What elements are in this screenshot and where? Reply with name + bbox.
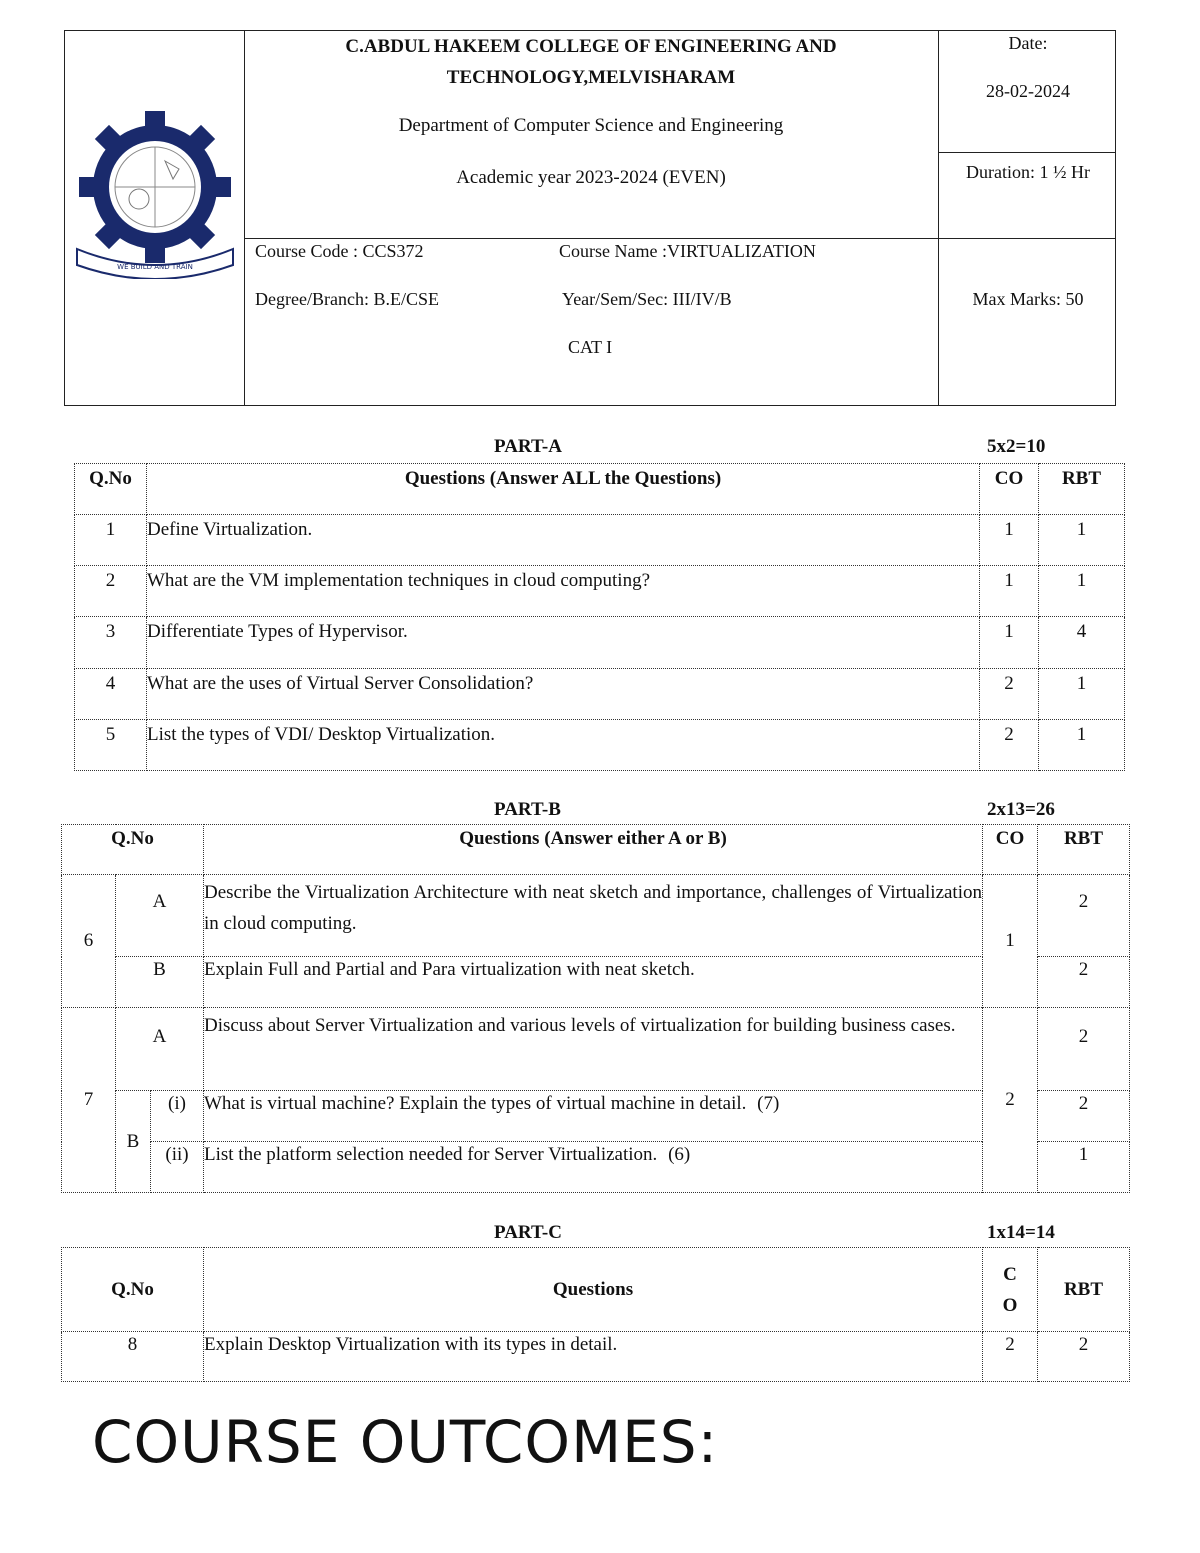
option-label: B [116, 957, 204, 1008]
header-co-line1: C [1003, 1263, 1017, 1285]
rbt-value: 1 [1038, 1142, 1130, 1193]
co-value: 1 [983, 875, 1038, 1008]
table-row [62, 875, 1130, 957]
max-marks: Max Marks: 50 [972, 289, 1084, 309]
course-code: Course Code : CCS372 [255, 241, 424, 261]
header-rbt: RBT [1038, 825, 1130, 875]
table-row [75, 669, 1125, 720]
header-co: CO [980, 464, 1039, 515]
question-text: List the types of VDI/ Desktop Virtualization. [147, 720, 980, 771]
header-qno: Q.No [62, 1248, 204, 1332]
question-text: Explain Desktop Virtualization with its types in detail. [204, 1332, 983, 1382]
header-qno: Q.No [75, 464, 147, 515]
academic-year: Academic year 2023-2024 (EVEN) [456, 167, 726, 188]
rbt-value: 2 [1038, 875, 1130, 957]
course-name: Course Name :VIRTUALIZATION [559, 241, 816, 261]
part-c-table [61, 1247, 1130, 1382]
exam-header [64, 30, 1116, 406]
department: Department of Computer Science and Engineering [398, 115, 784, 136]
rbt-value: 2 [1038, 1008, 1130, 1091]
part-a-title: PART-A [494, 436, 562, 457]
question-text: Define Virtualization. [147, 515, 980, 566]
table-row [62, 1008, 1130, 1091]
part-a-table [74, 463, 1125, 771]
header-qno: Q.No [62, 825, 204, 875]
question-text: Differentiate Types of Hypervisor. [147, 617, 980, 669]
option-label: A [116, 875, 204, 957]
question-number: 7 [62, 1008, 116, 1193]
question-text: What are the uses of Virtual Server Consolidation? [147, 669, 980, 720]
sub-option-label: (ii) [151, 1142, 204, 1193]
degree-branch: Degree/Branch: B.E/CSE [255, 289, 439, 309]
table-header-row [62, 1248, 1130, 1332]
table-row [75, 617, 1125, 669]
question-text: Discuss about Server Virtualization and various levels of virtualization for building business cases. [204, 1008, 983, 1091]
table-row [62, 1091, 1130, 1142]
table-row [75, 515, 1125, 566]
question-number: 8 [62, 1332, 204, 1382]
co-value: 2 [983, 1332, 1038, 1382]
header-co: CO [983, 825, 1038, 875]
college-name: C.ABDUL HAKEEM COLLEGE OF ENGINEERING AND TECHNOLOGY,MELVISHARAM [345, 36, 837, 88]
part-c-marks: 1x14=14 [987, 1222, 1055, 1243]
part-c-title: PART-C [494, 1222, 562, 1243]
header-question: Questions [204, 1248, 983, 1332]
part-b-title: PART-B [494, 799, 561, 820]
question-text [204, 1142, 983, 1193]
divider [938, 152, 1115, 153]
divider [244, 31, 245, 405]
part-b-marks: 2x13=26 [987, 799, 1055, 820]
exam-name: CAT I [568, 337, 613, 357]
part-b-table [61, 824, 1130, 1193]
question-text-body: What is virtual machine? Explain the types of virtual machine in detail. [204, 1093, 747, 1114]
table-row [62, 957, 1130, 1008]
table-row [62, 1332, 1130, 1382]
date-label: Date: [1008, 33, 1048, 53]
rbt-value: 1 [1039, 566, 1125, 617]
table-row [62, 1142, 1130, 1193]
question-text-body: List the platform selection needed for Server Virtualization. [204, 1144, 658, 1165]
table-header-row [75, 464, 1125, 515]
table-row [75, 566, 1125, 617]
co-value: 1 [980, 566, 1039, 617]
sub-question-marks: (7) [757, 1093, 780, 1114]
header-co-line2: O [1002, 1294, 1018, 1316]
question-text: What are the VM implementation techniques in cloud computing? [147, 566, 980, 617]
header-rbt: RBT [1038, 1248, 1130, 1332]
header-rbt: RBT [1039, 464, 1125, 515]
part-a-marks: 5x2=10 [987, 436, 1046, 457]
rbt-value: 2 [1038, 957, 1130, 1008]
header-question: Questions (Answer either A or B) [204, 825, 983, 875]
sub-option-label: (i) [151, 1091, 204, 1142]
question-number: 1 [75, 515, 147, 566]
date-value: 28-02-2024 [986, 81, 1070, 101]
rbt-value: 2 [1038, 1091, 1130, 1142]
question-text: Describe the Virtualization Architecture with neat sketch and importance, challenges of Virtualization in cloud computing. [204, 875, 983, 957]
header-co [983, 1248, 1038, 1332]
question-number: 4 [75, 669, 147, 720]
course-outcomes-heading: COURSE OUTCOMES: [92, 1408, 719, 1476]
divider [244, 238, 1115, 239]
table-row [75, 720, 1125, 771]
co-value: 2 [980, 669, 1039, 720]
header-question: Questions (Answer ALL the Questions) [147, 464, 980, 515]
svg-text:WE BUILD AND TRAIN: WE BUILD AND TRAIN [117, 263, 193, 271]
rbt-value: 2 [1038, 1332, 1130, 1382]
table-header-row [62, 825, 1130, 875]
sub-question-marks: (6) [668, 1144, 691, 1165]
year-sem-sec: Year/Sem/Sec: III/IV/B [562, 289, 732, 309]
co-value: 1 [980, 617, 1039, 669]
question-number: 6 [62, 875, 116, 1008]
question-text: Explain Full and Partial and Para virtualization with neat sketch. [204, 957, 983, 1008]
co-value: 2 [983, 1008, 1038, 1193]
rbt-value: 1 [1039, 720, 1125, 771]
rbt-value: 4 [1039, 617, 1125, 669]
question-number: 5 [75, 720, 147, 771]
college-logo [73, 109, 237, 279]
question-number: 3 [75, 617, 147, 669]
co-value: 1 [980, 515, 1039, 566]
duration: Duration: 1 ½ Hr [966, 162, 1090, 182]
rbt-value: 1 [1039, 515, 1125, 566]
question-number: 2 [75, 566, 147, 617]
option-label: A [116, 1008, 204, 1091]
question-text [204, 1091, 983, 1142]
rbt-value: 1 [1039, 669, 1125, 720]
option-label: B [116, 1091, 151, 1193]
co-value: 2 [980, 720, 1039, 771]
